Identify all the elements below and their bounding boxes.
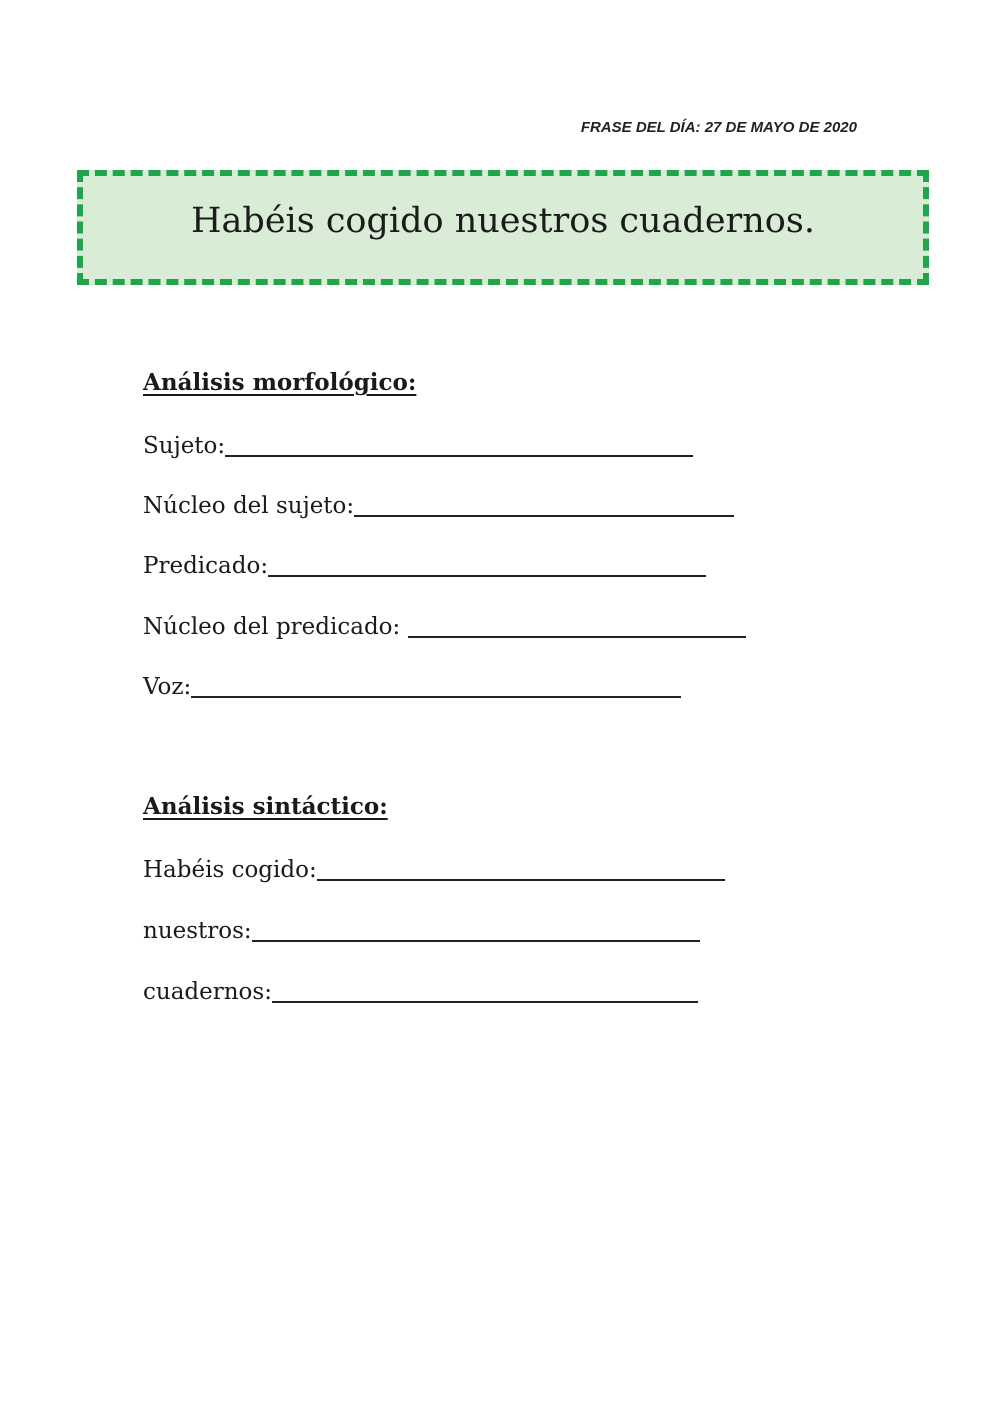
predicate-nucleus-answer-line[interactable] [408, 636, 746, 638]
subject-field [143, 431, 693, 461]
syntactic-analysis-title: Análisis sintáctico: [143, 793, 388, 820]
sentence-text: Habéis cogido nuestros cuadernos. [191, 200, 815, 241]
morphological-analysis-title: Análisis morfológico: [143, 369, 417, 396]
predicate-nucleus-field [143, 612, 746, 642]
verb-label: Habéis cogido: [143, 857, 317, 883]
determiner-answer-line[interactable] [252, 940, 700, 942]
voice-answer-line[interactable] [191, 696, 681, 698]
subject-label: Sujeto: [143, 433, 226, 459]
noun-answer-line[interactable] [272, 1001, 698, 1003]
determiner-label: nuestros: [143, 918, 252, 944]
verb-answer-line[interactable] [317, 879, 725, 881]
noun-field [143, 977, 698, 1007]
predicate-field [143, 551, 706, 581]
subject-answer-line[interactable] [225, 455, 693, 457]
voice-field [143, 672, 681, 702]
voice-label: Voz: [143, 674, 192, 700]
predicate-answer-line[interactable] [268, 575, 706, 577]
sentence-of-the-day-box [77, 170, 929, 285]
noun-label: cuadernos: [143, 979, 272, 1005]
predicate-nucleus-label: Núcleo del predicado: [143, 614, 401, 640]
predicate-label: Predicado: [143, 553, 269, 579]
verb-field [143, 855, 725, 885]
determiner-field [143, 916, 700, 946]
subject-nucleus-field [143, 491, 734, 521]
subject-nucleus-label: Núcleo del sujeto: [143, 493, 355, 519]
subject-nucleus-answer-line[interactable] [354, 515, 734, 517]
date-header: FRASE DEL DÍA: 27 DE MAYO DE 2020 [580, 119, 857, 136]
